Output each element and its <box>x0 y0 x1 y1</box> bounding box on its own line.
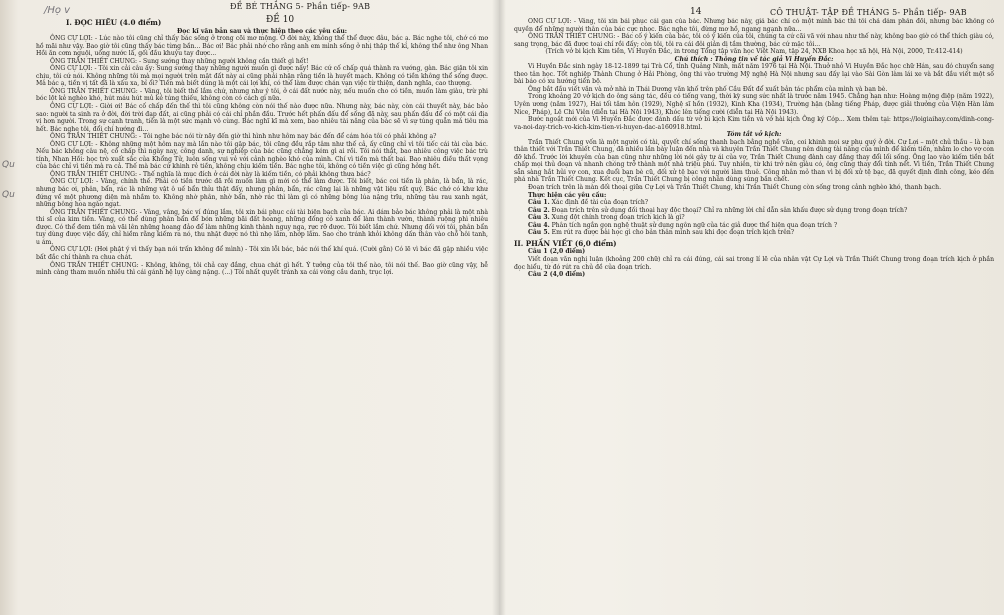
question-4 <box>514 222 994 230</box>
question-label: Câu 5. <box>528 229 550 237</box>
margin-note: Qu <box>2 160 15 170</box>
question-3 <box>514 214 994 222</box>
right-page-number: 14 <box>690 7 702 17</box>
right-header: CÔ THUẬT- TẬP ĐỀ THÁNG 5- Phần tiếp- 9AB <box>770 8 967 17</box>
writing-question-1-label: Câu 1 (2,0 điểm) <box>528 248 586 256</box>
question-5 <box>514 229 994 237</box>
reading-intro: Đọc kĩ văn bản sau và thực hiện theo các yêu cầu: <box>176 27 347 35</box>
play-summary: Trần Thiết Chung vốn là một người có tài, quyết chí sống thanh bạch bằng nghề văn, coi khinh mọi sự phụ quý ở đời. Cự Lợi – một chủ thầu – là bạn thân thiết với Trần Thiết Chung, đã nhiều lần bày luận đến nhà và khuyên Trần Thiết Chung nên dùng tài năng của mình để kiếm tiền, nhằm lo cho vợ con đỡ khổ. Trước lời khuyên của bạn cũng như những lời nói gây tự ái của vợ, Trần Thiết Chung đành cay đắng thay đổi lối sống. Ông lao vào kiếm tiền bất chấp mọi thủ đoạn và nhanh chóng trở thành một nhà triệu phú. Tuy nhiên, từ khi trở nên giàu có, ông cũng thay đổi tính nết. Vì tiền, Trần Thiết Chung sẵn sàng hắt hủi vợ con, xua đuổi bạn bè cũ, đối xử tệ bạc với người làm thuê. Công nhân mỏ than vì bị đối xử tệ bạc, đã quyết định đình công, kéo đến phá nhà Trần Thiết Chung. Kết cục, Trần Thiết Chung bị công nhân dùng súng bắn chết. <box>514 138 994 184</box>
question-label: Câu 1. <box>528 199 550 207</box>
writing-question-1-text: Viết đoạn văn nghị luận (khoảng 200 chữ) chỉ ra cái đúng, cái sai trong lí lẽ của nhân vật Cự Lợi và Trần Thiết Chung trong đoạn trích kịch ở phần đọc hiểu, từ đó rút ra chủ đề của đoạn trích. <box>514 255 994 271</box>
left-header: ĐỀ BÉ THẮNG 5- Phần tiếp- 9AB <box>230 2 371 11</box>
writing-section-title: II. PHẦN VIẾT (6,0 điểm) <box>514 238 617 248</box>
dialogue-paragraph: ÔNG TRẦN THIẾT CHUNG: - Tôi nghe bác nói từ nãy đến giờ thì hình như hôm nay bác đến để cám hóa tôi có phải không ạ? <box>50 133 437 141</box>
author-note: Vi Huyền Đắc sinh ngày 18-12-1899 tại Trà Cổ, tỉnh Quảng Ninh, mất năm 1976 tại Hà Nội. Thuở nhỏ Vi Huyền Đắc học chữ Hán, sau đó chuyển sang theo tân học. Tốt nghiệp Thành Chung ở Hải Phòng, ông thi vào trường Mỹ nghệ Hà Nội nhưng sau đấy lại vào Sài Gòn làm lái xe và bắt đầu viết một số bài báo có xu hướng tiến bộ. <box>514 63 994 86</box>
handwritten-mark: /Họ v <box>44 5 71 16</box>
dialogue-paragraph: ÔNG CỰ LỢI: - Tôi xin cải câu ấy: Sung sướng thay những người muốn gì được nấy! Bác cứ cố chấp quá thành ra vướng, gàn. Bác giận tôi xin chịu, tôi cứ nói. Không những tôi mà mọi người trên mặt đất này ai cũng phải nhận rằng tiền là huyết mạch. Không có tiền không thể sống được. Mà bác ạ, tiền vị tất đã là xấu xa, bỉ ổi? Tiền mà biết dùng là một cái lợi khí, có thể làm được chán vạn việc từ thiện, danh nghĩa, cao thượng. <box>36 65 488 88</box>
question-label: Câu 3. <box>528 214 550 222</box>
dialogue-paragraph: ÔNG CỰ LỢI: - Vâng, chính thế. Phải có tiền trước đã rồi muốn làm gì mới có thể làm được. Tôi biết, bác coi tiền là phân, là bẩn, là rác, nhưng bác ơi, phân, bẩn, rác là những vật ô uế bẩn thỉu thật đấy, nhưng phân, bẩn, rác cũng lại là những vật liệu rất quý. Bác chớ có khư khư đứng về một phương diện mà nhầm to. Không nhờ phân, nhờ bẩn, nhờ rác thì làm gì có những bông lúa nặng trĩu, những tàu rau xanh ngát, những bông hoa ngào ngạt. <box>36 178 488 209</box>
question-text: Em rút ra được bài học gì cho bản thân mình sau khi đọc đoạn trích kịch trên? <box>551 229 795 237</box>
dialogue-paragraph: ÔNG CỰ LỢI: (Hơi phật ý vì thấy bạn nói trấn không để mình) - Tôi xin lỗi bác, bác nói thế khí quá. (Cười gằn) Có lẽ vì bác đã gặp nhiều việc bất đắc chí thành ra chua chát. <box>36 246 488 261</box>
question-2 <box>514 207 994 215</box>
question-text: Đoạn trích trên sử dụng đối thoại hay độc thoại? Chỉ ra những lời chỉ dẫn sân khấu được sử dụng trong đoạn trích? <box>551 206 908 214</box>
dialogue-paragraph: ÔNG CỰ LỢI: - Lúc nào tôi cũng chỉ thấy bác sống ở trong cõi mơ mộng. Ở đời này, không thể thể được đâu, bác ạ. Bác nghe tôi, chớ có mơ hồ mãi như vậy. Bao giờ tôi cũng thấy bác từng bần... Bác ơi! Bác phải nhớ cho rằng anh em mình sống ở nhị thập thế kỉ, không thể như ông Nhan Hồi ăn cơm nguội, uống nước lã, gối đầu khuỷu tay được... <box>36 35 488 58</box>
dialogue-paragraph: ÔNG TRẦN THIẾT CHUNG: - Không, không, tôi chả cay đắng, chua chát gì hết. Ý tưởng của tôi thế nào, tôi nói thế. Bao giờ cũng vậy, hễ mình càng tham muốn nhiều thì cái gánh hệ lụy càng nặng. (...) Tôi nhất quyết tránh xa cái vòng cầu danh, trục lợi. <box>36 261 488 277</box>
dialogue-paragraph: ÔNG TRẦN THIẾT CHUNG: - Bác cố ý kiến của bác, tôi có ý kiến của tôi, chúng ta cứ cãi vã với nhau như thế này, không bao giờ có thể thích giàu có, sang trọng, bác đã được toại chí rồi đấy; còn tôi, tôi ra cái đôi giản dị tầm thường, bác cứ mặc tôi... <box>514 33 994 48</box>
left-page-number: ĐỀ 10 <box>266 15 295 25</box>
dialogue-paragraph: ÔNG CỰ LỢI: - Giời ơi! Bác cố chấp đến thế thì tôi cũng không còn nói thế nào được nữa. Nhưng này, bác này, còn cái thuyết này, bác bảo sao: người ta sinh ra ở đời, đời trời đạp đất, ai cũng phải có cái chỉ phần đầu. Trước hết phấn đấu để sống đã này, sau phấn đấu để có một cái địa vị hơn người. Trong sự cạnh tranh, tiền là một sức mạnh vô cùng. Bác nghĩ kĩ mà xem, bao nhiêu tài năng của bác sẽ vì sự túng quẫn mà tiêu ma hết. Bác nghe tôi, đổi chí hướng đi... <box>36 103 488 133</box>
question-text: Xung đột chính trong đoạn trích kịch là gì? <box>551 214 685 222</box>
dialogue-paragraph: ÔNG TRẦN THIẾT CHUNG: - Sung sướng thay những người không cần thiết gì hết! <box>50 57 309 65</box>
left-page <box>36 18 488 613</box>
writing-question-2-label: Câu 2 (4,0 điểm) <box>528 271 586 279</box>
reading-section-title: I. ĐỌC HIỂU (4.0 điểm) <box>66 18 162 27</box>
summary-title: Tóm tắt vở kịch: <box>726 131 782 139</box>
margin-note: Qu <box>2 190 15 200</box>
dialogue-paragraph: ÔNG TRẦN THIẾT CHUNG: - Vâng, tôi biết thế lắm chứ, nhưng như ý tôi, ở cái đất nước này, nếu muốn cho có tiền, muốn làm giàu, trừ phi bóc lột kẻ nghèo khó, hút máu hút mủ kẻ túng thiếu, không còn có cách gì nữa. <box>36 87 488 103</box>
question-text: Phân tích ngắn gọn nghệ thuật sử dụng ngôn ngữ của tác giả được thể hiện qua đoạn trích ? <box>551 221 838 229</box>
dialogue-paragraph: ÔNG CỰ LỢI: - Không những một hôm nay mà lần nào tôi gặp bác, tôi cũng đều rắp tâm như thế cả, ấy cũng chỉ vì tôi tiếc cái tài của bác. Nếu bác không câu nệ, cố chấp thì ngày nay, công danh, sự nghiệp của bác cũng chẳng kém gì ai rồi. Tôi nói thật, bao nhiêu công việc bác trù tính, Nhan Hồi: học trò xuất sắc của Khổng Tử, luôn sống vui vẻ với cảnh nghèo khó của mình. Chí vì tiền mà thất bại. Bao nhiêu điều thất vọng của bác chỉ vì tiền mà ra cả. Thế mà bác cứ khinh rẻ tiền, không chịu kiếm tiền. Bác nghe tôi, không có tiền việc gì cũng hỏng hết. <box>36 140 488 171</box>
source-citation: (Trích vở bi kịch Kim tiền, Vi Huyền Đắc, in trong Tổng tập văn học Việt Nam, tập 24, NXB Khoa học xã hội, Hà Nội, 2000, Tr.412-414) <box>545 48 963 56</box>
page-fold <box>492 0 506 615</box>
excerpt-context: Đoạn trích trên là màn đối thoại giữa Cự Lợi và Trần Thiết Chung, khi Trần Thiết Chung còn sống trong cảnh nghèo khó, thanh bạch. <box>528 184 942 192</box>
tasks-title: Thực hiện các yêu cầu: <box>528 191 607 199</box>
author-note-title: Chú thích : Thông tin về tác giả Vi Huyền Đắc: <box>674 55 834 63</box>
author-note: Trong khoảng 20 vở kịch do ông sáng tác, đều có tiếng vang, thời kỳ sung sức nhất là trước năm 1945. Chẳng hạn như: Hoàng mộng điệp (năm 1922), Uyên ương (năm 1927), Hai tối tăm hôn (1929), Nghệ sĩ hồn (1932), Kinh Kha (1934), Trường hận (bằng tiếng Pháp, được giải thưởng của Viện Hàn lâm Nice, Pháp), Lệ Chi Viên (diễn tại Hà Nội 1943), Khóc lên tiếng cười (diễn tại Hà Nội 1943). <box>514 93 994 116</box>
dialogue-paragraph: ÔNG TRẦN THIẾT CHUNG: - Thế nghĩa là mục đích ở cái đời này là kiếm tiền, có phải không thưa bác? <box>50 170 371 178</box>
question-1 <box>514 199 994 207</box>
author-note: Ông bắt đầu viết văn và mở nhà in Thái Dương văn khố trên phố Cầu Đất để xuất bản tác phẩm của mình và bạn bè. <box>528 85 888 93</box>
dialogue-paragraph: ÔNG TRẦN THIẾT CHUNG: - Vâng, vâng, bác ví đúng lắm, tôi xin bái phục cái tài biện bạch của bác. Ai dám bảo bác không phải là một nhà thi sĩ của kim tiền. Vâng, có thể dùng phân bẩn để bón những bãi đất hoang, những đống cỏ xanh để làm thành vườn, thành ruộng phì nhiêu được. Có thể đem tiền mà vãi lên những hoang đảo để làm những kinh thành nguy nga, rực rỡ được. Tôi biết lắm chứ. Nhưng đối với tôi, phân bẩn tuy dùng được việc đấy, chỉ hiềm rằng kiếm ra nó, thu nhặt được nó thì nhọ lắm, nhớp lắm. Sao cho tránh khỏi không dấn thân vào chỗ hôi tanh, u ám. <box>36 208 488 246</box>
question-text: Xác định đề tài của đoạn trích? <box>551 199 649 207</box>
question-label: Câu 2. <box>528 206 550 214</box>
dialogue-paragraph: ÔNG CỰ LỢI: - Vâng, tôi xin bái phục cái gan của bác. Nhưng bác này, giả bác chỉ có một mình bác thì tôi chả dám phản đối, nhưng bác không có quyền để những người thân của bác cực nhọc. Bác nghe tôi, đừng mơ hồ, ngang ngạnh nữa... <box>514 18 994 33</box>
author-note: Bước ngoặt mới của Vi Huyền Đắc được đánh dấu từ vở bi kịch Kim tiền và vở hài kịch Ông ký Cóp... Xem thêm tại: https://loigiaihay.com/dinh-cong-va-noi-day-trich-vo-kich-kim-tien-vi-huyen-dac-a160918.html. <box>514 116 994 131</box>
question-label: Câu 4. <box>528 221 550 229</box>
right-page <box>514 18 994 613</box>
